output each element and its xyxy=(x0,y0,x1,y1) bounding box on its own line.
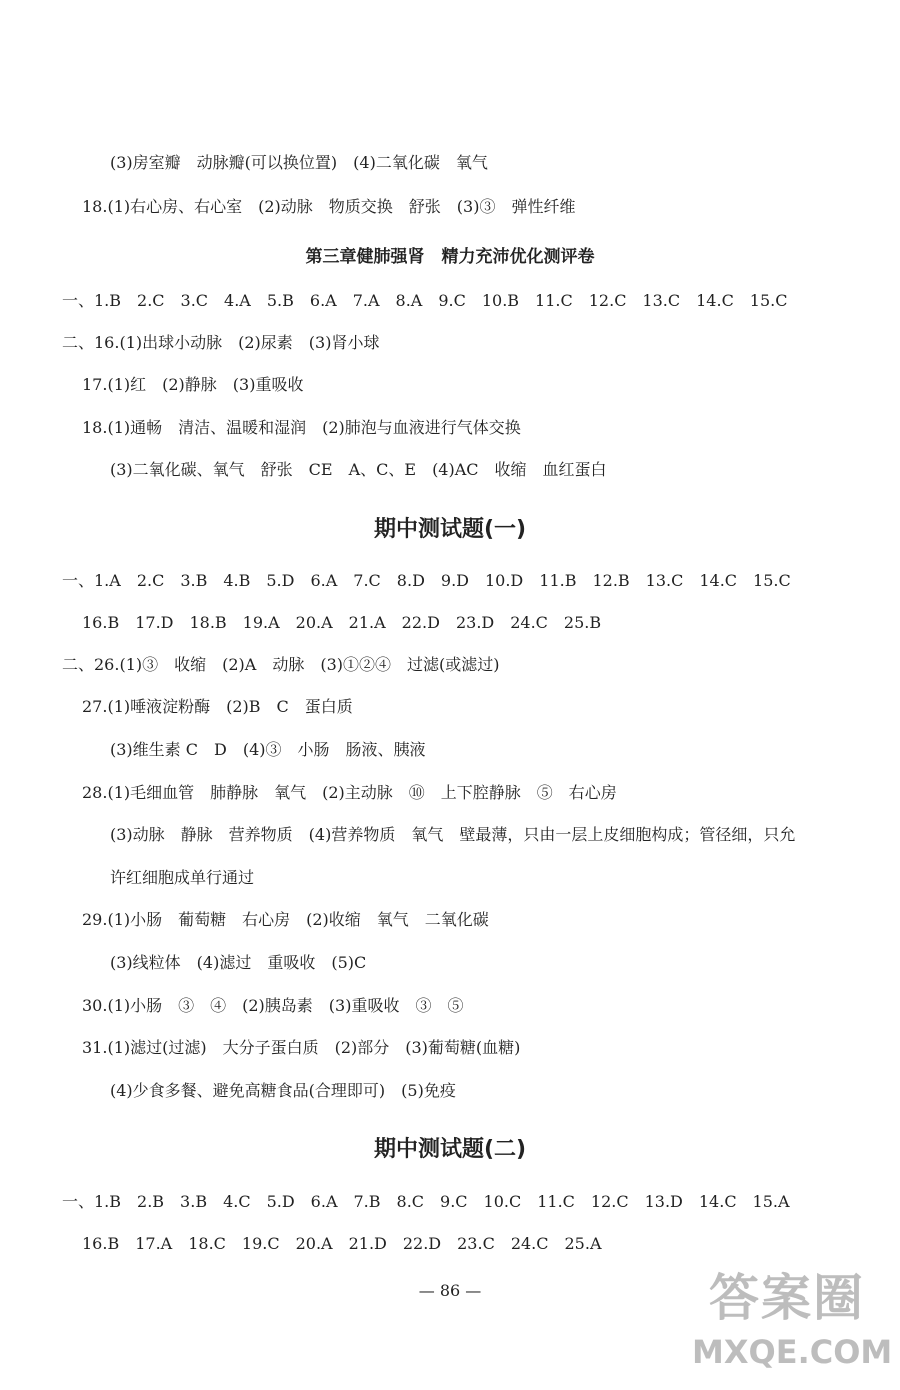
answer-line: 一、1.B 2.C 3.C 4.A 5.B 6.A 7.A 8.A 9.C 10.B 11.C 12.C 13.C 14.C 15.C xyxy=(62,291,788,310)
answer-line: 17.(1)红 (2)静脉 (3)重吸收 xyxy=(82,375,304,394)
answer-line: (3)线粒体 (4)滤过 重吸收 (5)C xyxy=(110,953,367,972)
watermark-logo-top: 答案圈 xyxy=(709,1269,865,1327)
answer-line: 29.(1)小肠 葡萄糖 右心房 (2)收缩 氧气 二氧化碳 xyxy=(82,910,489,929)
answer-line: 二、26.(1)③ 收缩 (2)A 动脉 (3)①②④ 过滤(或滤过) xyxy=(62,655,500,674)
answer-line: 18.(1)通畅 清洁、温暖和湿润 (2)肺泡与血液进行气体交换 xyxy=(82,418,521,437)
answer-line: (3)房室瓣 动脉瓣(可以换位置) (4)二氧化碳 氧气 xyxy=(110,153,488,172)
answer-line: 一、1.A 2.C 3.B 4.B 5.D 6.A 7.C 8.D 9.D 10.D 11.B 12.B 13.C 14.C 15.C xyxy=(62,571,791,590)
page-number: — 86 — xyxy=(418,1281,482,1300)
answer-line: 16.B 17.A 18.C 19.C 20.A 21.D 22.D 23.C 24.C 25.A xyxy=(82,1234,602,1253)
answer-line: (3)二氧化碳、氧气 舒张 CE A、C、E (4)AC 收缩 血红蛋白 xyxy=(110,460,607,479)
answer-line: 31.(1)滤过(过滤) 大分子蛋白质 (2)部分 (3)葡萄糖(血糖) xyxy=(82,1038,521,1057)
answer-line: (3)维生素 C D (4)③ 小肠 肠液、胰液 xyxy=(110,740,426,759)
answer-line: 27.(1)唾液淀粉酶 (2)B C 蛋白质 xyxy=(82,697,353,716)
answer-line: 30.(1)小肠 ③ ④ (2)胰岛素 (3)重吸收 ③ ⑤ xyxy=(82,996,464,1015)
answer-line: 二、16.(1)出球小动脉 (2)尿素 (3)肾小球 xyxy=(62,333,380,352)
answer-line: 18.(1)右心房、右心室 (2)动脉 物质交换 舒张 (3)③ 弹性纤维 xyxy=(82,197,576,216)
watermark-logo xyxy=(692,1264,893,1382)
answer-line: 一、1.B 2.B 3.B 4.C 5.D 6.A 7.B 8.C 9.C 10.C 11.C 12.C 13.D 14.C 15.A xyxy=(62,1192,790,1211)
answer-line: (3)动脉 静脉 营养物质 (4)营养物质 氧气 壁最薄，只由一层上皮细胞构成；管径细，只允 xyxy=(110,825,796,844)
section-heading-chapter3: 第三章健肺强肾 精力充沛优化测评卷 xyxy=(305,247,595,267)
section-heading-midterm1: 期中测试题(一) xyxy=(373,517,527,542)
answer-line: 许红细胞成单行通过 xyxy=(110,868,255,887)
answer-line: 16.B 17.D 18.B 19.A 20.A 21.A 22.D 23.D 24.C 25.B xyxy=(82,613,602,632)
watermark-logo-url: MXQE.COM xyxy=(692,1333,893,1371)
answer-line: (4)少食多餐、避免高糖食品(合理即可) (5)免疫 xyxy=(110,1081,456,1100)
answer-line: 28.(1)毛细血管 肺静脉 氧气 (2)主动脉 ⑩ 上下腔静脉 ⑤ 右心房 xyxy=(82,783,617,802)
section-heading-midterm2: 期中测试题(二) xyxy=(373,1137,527,1162)
